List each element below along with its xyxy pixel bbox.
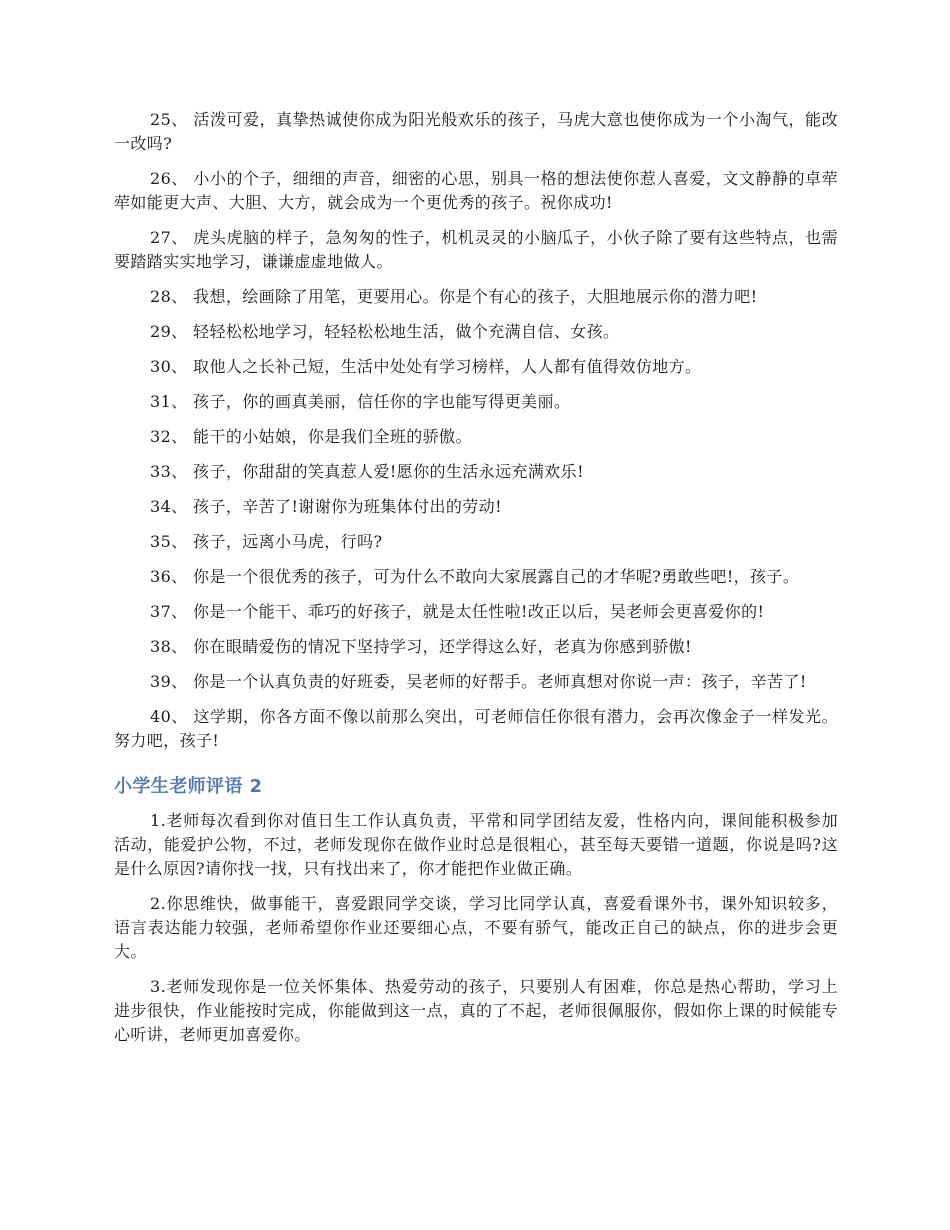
comment-list-1 — [114, 108, 838, 753]
comment-39: 39、 你是一个认真负责的好班委，吴老师的好帮手。老师真想对你说一声：孩子，辛苦了! — [150, 672, 807, 691]
section-heading: 小学生老师评语 2 — [114, 776, 263, 797]
document-page — [114, 108, 838, 1058]
comment-38: 38、 你在眼睛爱伤的情况下坚持学习，还学得这么好，老真为你感到骄傲! — [150, 637, 692, 656]
comment-30: 30、 取他人之长补己短，生活中处处有学习榜样，人人都有值得效仿地方。 — [150, 357, 702, 376]
comment-33: 33、 孩子，你甜甜的笑真惹人爱!愿你的生活永远充满欢乐! — [150, 462, 584, 481]
comment-40: 40、 这学期，你各方面不像以前那么突出，可老师信任你很有潜力，会再次像金子一样发光。努力吧，孩子! — [114, 707, 838, 750]
comment-34: 34、 孩子，辛苦了!谢谢你为班集体付出的劳动! — [150, 497, 502, 516]
comment-item-1: 1.老师每次看到你对值日生工作认真负责，平常和同学团结友爱，性格内向，课间能积极参加活动，能爱护公物，不过，老师发现你在做作业时总是很粗心，甚至每天要错一道题，你说是吗?这是什么原因?请你找一找，只有找出来了，你才能把作业做正确。 — [114, 811, 838, 878]
comment-35: 35、 孩子，远离小马虎，行吗? — [150, 532, 383, 551]
comment-item-2: 2.你思维快，做事能干，喜爱跟同学交谈，学习比同学认真，喜爱看课外书，课外知识较多，语言表达能力较强，老师希望你作业还要细心点，不要有骄气，能改正自己的缺点，你的进步会更大。 — [114, 894, 838, 961]
comment-item-3: 3.老师发现你是一位关怀集体、热爱劳动的孩子，只要别人有困难，你总是热心帮助，学习上进步很快，作业能按时完成，你能做到这一点，真的了不起，老师很佩服你，假如你上课的时候能专心听讲，老师更加喜爱你。 — [114, 977, 838, 1044]
comment-27: 27、 虎头虎脑的样子，急匆匆的性子，机机灵灵的小脑瓜子，小伙子除了要有这些特点，也需要踏踏实实地学习，谦谦虚虚地做人。 — [114, 228, 838, 271]
comment-32: 32、 能干的小姑娘，你是我们全班的骄傲。 — [150, 427, 472, 446]
comment-26: 26、 小小的个子，细细的声音，细密的心思，别具一格的想法使你惹人喜爱，文文静静的卓荦荦如能更大声、大胆、大方，就会成为一个更优秀的孩子。祝你成功! — [114, 169, 838, 212]
comment-28: 28、 我想，绘画除了用笔，更要用心。你是个有心的孩子，大胆地展示你的潜力吧! — [150, 287, 758, 306]
comment-31: 31、 孩子，你的画真美丽，信任你的字也能写得更美丽。 — [150, 392, 571, 411]
comment-36: 36、 你是一个很优秀的孩子，可为什么不敢向大家展露自己的才华呢?勇敢些吧!，孩子。 — [150, 567, 800, 586]
comment-25: 25、 活泼可爱，真挚热诚使你成为阳光般欢乐的孩子，马虎大意也使你成为一个小淘气，能改一改吗? — [114, 110, 838, 153]
comment-29: 29、 轻轻松松地学习，轻轻松松地生活，做个充满自信、女孩。 — [150, 322, 620, 341]
comment-37: 37、 你是一个能干、乖巧的好孩子，就是太任性啦!改正以后，吴老师会更喜爱你的! — [150, 602, 765, 621]
comment-list-2 — [114, 809, 838, 1047]
